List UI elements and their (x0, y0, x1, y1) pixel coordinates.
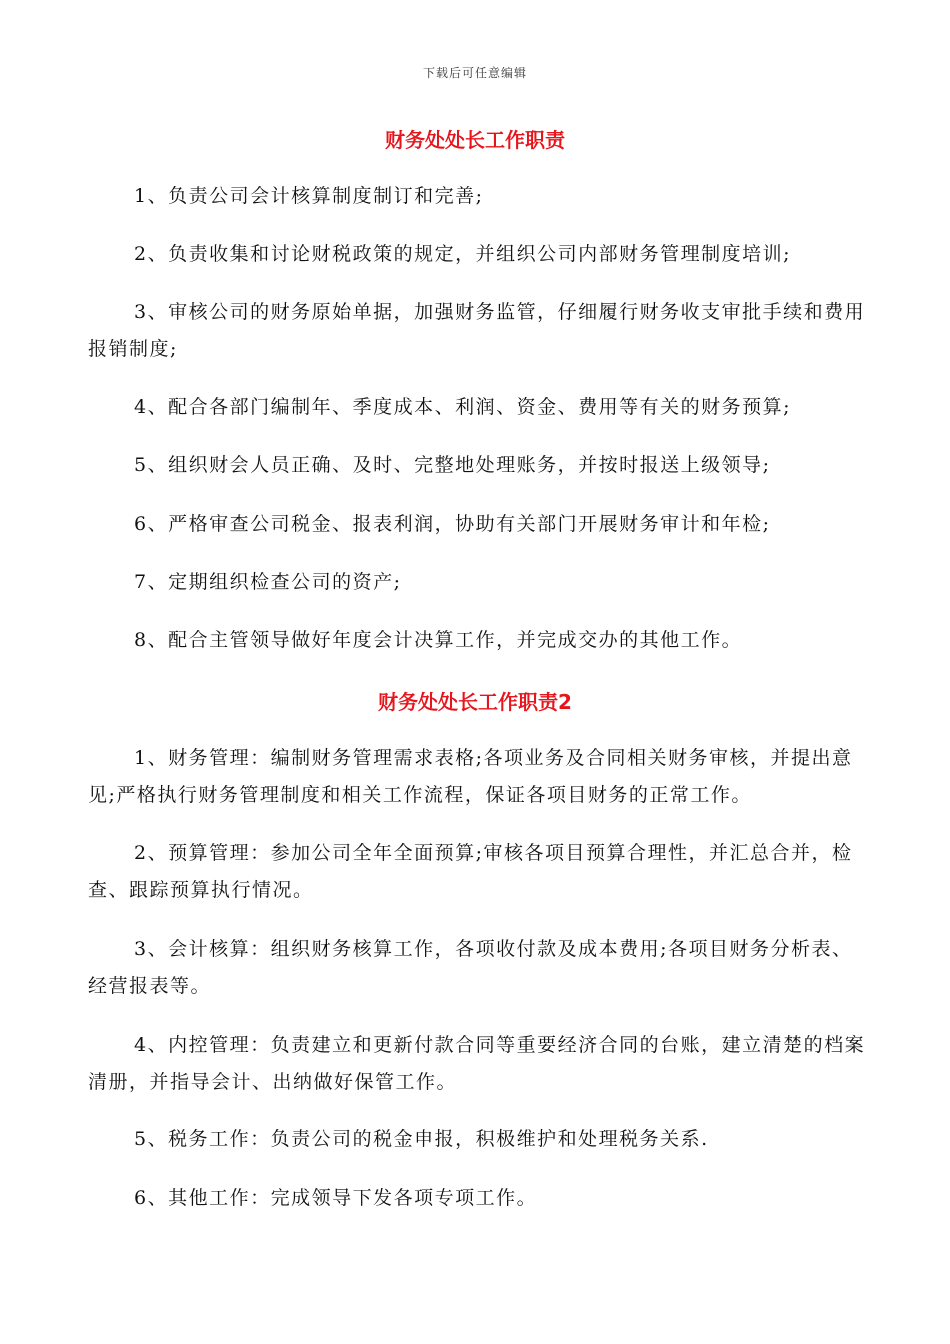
section2-item-3: 3、会计核算：组织财务核算工作，各项收付款及成本费用;各项目财务分析表、经营报表等。 (88, 938, 853, 997)
section1-item-3: 3、审核公司的财务原始单据，加强财务监管，仔细履行财务收支审批手续和费用报销制度; (88, 301, 866, 360)
section1-item-8: 8、配合主管领导做好年度会计决算工作，并完成交办的其他工作。 (134, 629, 743, 651)
section2-item-4: 4、内控管理：负责建立和更新付款合同等重要经济合同的台账，建立清楚的档案清册，并指导会计、出纳做好保管工作。 (88, 1034, 866, 1093)
section1-item-5: 5、组织财会人员正确、及时、完整地处理账务，并按时报送上级领导; (134, 454, 771, 476)
section1-item-2: 2、负责收集和讨论财税政策的规定，并组织公司内部财务管理制度培训; (134, 243, 791, 265)
section1-item-4: 4、配合各部门编制年、季度成本、利润、资金、费用等有关的财务预算; (134, 396, 791, 418)
header-note: 下载后可任意编辑 (422, 66, 527, 80)
section2-item-5: 5、税务工作：负责公司的税金申报，积极维护和处理税务关系. (134, 1128, 709, 1150)
section1-item-6: 6、严格审查公司税金、报表利润，协助有关部门开展财务审计和年检; (134, 513, 771, 535)
section2-title: 财务处处长工作职责2 (378, 690, 572, 714)
section1-item-1: 1、负责公司会计核算制度制订和完善; (134, 185, 484, 207)
section1-item-7: 7、定期组织检查公司的资产; (134, 571, 402, 593)
section2-item-1: 1、财务管理：编制财务管理需求表格;各项业务及合同相关财务审核，并提出意见;严格执行财务管理制度和相关工作流程，保证各项目财务的正常工作。 (88, 747, 853, 806)
section2-item-2: 2、预算管理：参加公司全年全面预算;审核各项目预算合理性，并汇总合并，检查、跟踪预算执行情况。 (88, 842, 853, 901)
section1-title: 财务处处长工作职责 (385, 128, 565, 152)
section2-item-6: 6、其他工作：完成领导下发各项专项工作。 (134, 1187, 538, 1209)
